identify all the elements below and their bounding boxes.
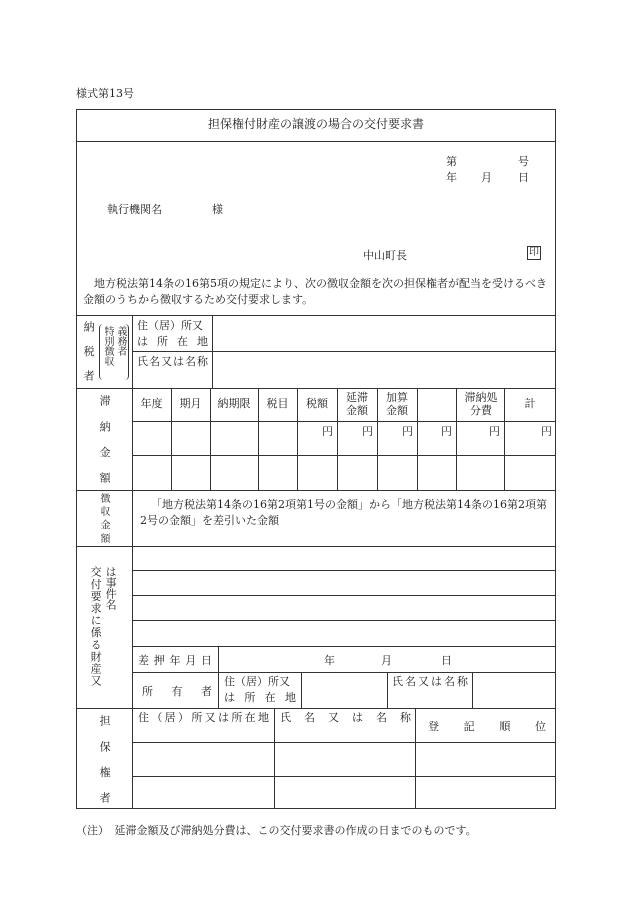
unit-yen-total: 円 bbox=[541, 425, 552, 438]
col-blank bbox=[417, 388, 456, 421]
date-year: 年 bbox=[446, 171, 457, 184]
col-due-date: 納期限 bbox=[217, 397, 251, 411]
honorific: 様 bbox=[212, 203, 223, 216]
seizure-day: 日 bbox=[441, 654, 452, 667]
taxpayer-sub-label-1: 特別徴収 bbox=[102, 326, 113, 366]
col-total: 計 bbox=[524, 397, 536, 411]
secured-col-name: 氏名又は名称 bbox=[280, 711, 411, 724]
seal-mark: 印 bbox=[529, 247, 539, 258]
owner-label: 所有者 bbox=[142, 685, 212, 698]
taxpayer-label: 納税者 bbox=[82, 321, 96, 381]
seizure-month: 月 bbox=[381, 654, 392, 667]
secured-col-address: 住（居）所又は所在地 bbox=[138, 711, 269, 724]
secured-label: 担保権者 bbox=[98, 715, 112, 803]
collection-text: 「地方税法第14条の16第2項第1号の金額」から「地方税法第14条の16第2項第2号の金額」を差引いた金額 bbox=[140, 498, 547, 527]
property-label-sub: は事件名 bbox=[104, 566, 118, 610]
col-tax-amount: 税額 bbox=[306, 397, 328, 411]
addressee: 執行機関名 bbox=[107, 203, 162, 216]
owner-address-label: 住（居）所又は所在地 bbox=[224, 675, 296, 704]
date-month: 月 bbox=[481, 171, 492, 184]
unit-yen-blank: 円 bbox=[441, 425, 452, 438]
col-late-fee: 延滞金額 bbox=[346, 390, 368, 417]
unit-yen-late: 円 bbox=[362, 425, 373, 438]
taxpayer-name-label: 氏名又は名称 bbox=[137, 355, 208, 368]
unit-yen-surcharge: 円 bbox=[402, 425, 413, 438]
delinquent-label: 滞納金額 bbox=[98, 395, 112, 483]
doc-no-suffix: 号 bbox=[518, 155, 529, 168]
form-number: 様式第13号 bbox=[76, 87, 134, 100]
secured-col-order: 登記順位 bbox=[428, 720, 546, 733]
col-period: 期月 bbox=[179, 397, 202, 411]
col-surcharge: 加算金額 bbox=[386, 390, 408, 417]
col-fiscal-year: 年度 bbox=[140, 397, 163, 411]
footnote: （注） 延滞金額及び滞納処分費は、この交付要求書の作成の日までのものです。 bbox=[76, 824, 477, 837]
taxpayer-sub-label-2: 義務者 bbox=[115, 326, 126, 356]
col-disposition-fee: 滞納処分費 bbox=[464, 390, 498, 417]
owner-name-label: 氏名又は名称 bbox=[392, 675, 468, 688]
unit-yen-disposition: 円 bbox=[489, 425, 500, 438]
seizure-year: 年 bbox=[324, 654, 335, 667]
body-text: 地方税法第14条の16第5項の規定により、次の徴収金額を次の担保権者が配当を受けるべき金額のうちから徴収するため交付要求します。 bbox=[83, 277, 547, 306]
doc-no-prefix: 第 bbox=[446, 155, 457, 168]
col-tax-item: 税目 bbox=[266, 397, 289, 411]
date-day: 日 bbox=[518, 171, 529, 184]
seizure-date-label: 差押年月日 bbox=[138, 654, 212, 667]
unit-yen-tax: 円 bbox=[322, 425, 333, 438]
property-label-main: 交付要求に係る財産又 bbox=[89, 566, 103, 686]
issuer: 中山町長 bbox=[363, 249, 407, 262]
taxpayer-address-label: 住（居）所又は所在地 bbox=[137, 319, 208, 348]
collection-label: 徴収金額 bbox=[98, 493, 109, 543]
form-title: 担保権付財産の譲渡の場合の交付要求書 bbox=[207, 117, 424, 132]
